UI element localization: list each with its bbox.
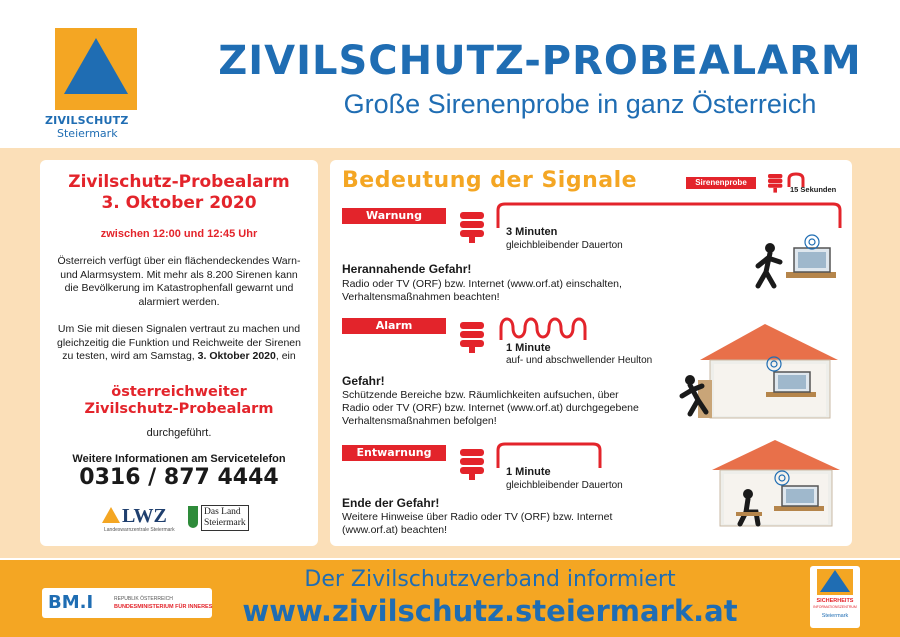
tag-alarm: Alarm: [342, 318, 446, 334]
service-phone[interactable]: 0316 / 877 4444: [79, 465, 279, 490]
footer-url-link[interactable]: www.zivilschutz.steiermark.at: [242, 594, 738, 628]
highlight-line2: Zivilschutz-Probealarm: [84, 401, 274, 417]
alarm-text: Schützende Bereiche bzw. Räumlichkeiten aufsuchen, über Radio oder TV (ORF) bzw. Internet (www.orf.at) durchgegebene Verhaltensmaßnahmen befolgen!: [342, 389, 639, 427]
siren-icon: [768, 174, 782, 191]
card-date: 3. Oktober 2020: [101, 193, 257, 213]
info-card: [40, 160, 318, 546]
page-title: ZIVILSCHUTZ-PROBEALARM: [218, 38, 862, 84]
tag-entwarnung: Entwarnung: [342, 445, 446, 461]
person-tv-illustration: [730, 230, 840, 300]
warnung-heading: Herannahende Gefahr!: [342, 262, 472, 276]
footer-tagline: Der Zivilschutzverband informiert: [304, 567, 676, 592]
done-text: durchgeführt.: [146, 427, 212, 439]
alarm-heading: Gefahr!: [342, 374, 385, 388]
header: [0, 0, 900, 148]
land-steiermark-logo: [201, 505, 249, 531]
sich-logo-line3: Steiermark: [821, 613, 849, 619]
highlight-line1: österreichweiter: [111, 384, 247, 400]
land-logo-line2: Steiermark: [204, 518, 246, 528]
land-logo-line1: Das Land: [204, 507, 241, 517]
lwz-logo: [102, 505, 182, 531]
warnung-duration: 3 Minuten: [506, 226, 558, 238]
house-entwarnung-illustration: [700, 436, 845, 528]
alarm-duration-desc: auf- und abschwellender Heulton: [506, 355, 653, 366]
styria-crest-icon: [188, 506, 198, 528]
test-paragraph: [52, 323, 306, 364]
entwarnung-heading: Ende der Gefahr!: [342, 496, 440, 510]
bmi-logo: [42, 588, 212, 618]
service-info: Weitere Informationen am Servicetelefon: [72, 453, 286, 465]
bmi-ministry: BUNDESMINISTERIUM FÜR INNERES: [114, 604, 213, 610]
entwarnung-duration-desc: gleichbleibender Dauerton: [506, 480, 623, 491]
logo-text-line1: ZIVILSCHUTZ: [45, 114, 129, 127]
siren-icon: [460, 449, 484, 477]
triangle-icon: [820, 570, 850, 592]
sirenenprobe-duration: 15 Sekunden: [790, 185, 837, 194]
siren-icon: [460, 212, 484, 240]
wailing-tone-icon: [498, 312, 598, 344]
sich-logo-line1: SICHERHEITS: [816, 598, 854, 604]
lwz-mark-icon: [102, 507, 120, 523]
entwarnung-duration: 1 Minute: [506, 466, 551, 478]
intro-paragraph: Österreich verfügt über ein flächendeckendes Warn- und Alarmsystem. Mit mehr als 8.200 Sirenen kann die Bevölkerung im Katastrophenfall gewarnt und alarmiert werden.: [57, 255, 301, 308]
tag-warnung: Warnung: [342, 208, 446, 224]
lwz-logo-subtext: Landeswarnzentrale Steiermark: [104, 527, 175, 533]
test-paragraph-text: Um Sie mit diesen Signalen vertraut zu machen und gleichzeitig die Funktion und Reichweite der Sirenen zu testen, wird am Samstag,: [57, 323, 301, 362]
entwarnung-text: Weitere Hinweise über Radio oder TV (ORF) bzw. Internet (www.orf.at) beachten!: [342, 511, 613, 536]
page-subtitle: Große Sirenenprobe in ganz Österreich: [343, 89, 817, 119]
card-time: zwischen 12:00 und 12:45 Uhr: [100, 228, 258, 240]
zivilschutz-logo: [55, 28, 137, 110]
card-title: Zivilschutz-Probealarm: [68, 172, 290, 192]
sich-logo-line2: INFORMATIONSZENTRUM: [813, 605, 857, 609]
bmi-republic: REPUBLIK ÖSTERREICH: [114, 596, 173, 602]
test-date: 3. Oktober 2020: [197, 350, 276, 362]
triangle-icon: [64, 38, 128, 94]
logo-text-line2: Steiermark: [57, 127, 118, 140]
sirenenprobe-tag: Sirenenprobe: [686, 177, 756, 189]
sicherheitsinfo-logo: [810, 566, 860, 628]
warnung-duration-desc: gleichbleibender Dauerton: [506, 240, 623, 251]
signals-card: [330, 160, 852, 546]
lwz-logo-text: LWZ: [122, 505, 167, 527]
alarm-duration: 1 Minute: [506, 342, 551, 354]
siren-icon: [460, 322, 484, 350]
warnung-text: Radio oder TV (ORF) bzw. Internet (www.orf.at) einschalten, Verhaltensmaßnahmen beachten!: [342, 278, 622, 303]
test-date-suffix: , ein: [275, 350, 296, 362]
house-alarm-illustration: [670, 320, 845, 420]
bmi-logo-text: BM.I: [48, 592, 94, 613]
signals-title: Bedeutung der Signale: [342, 168, 638, 193]
